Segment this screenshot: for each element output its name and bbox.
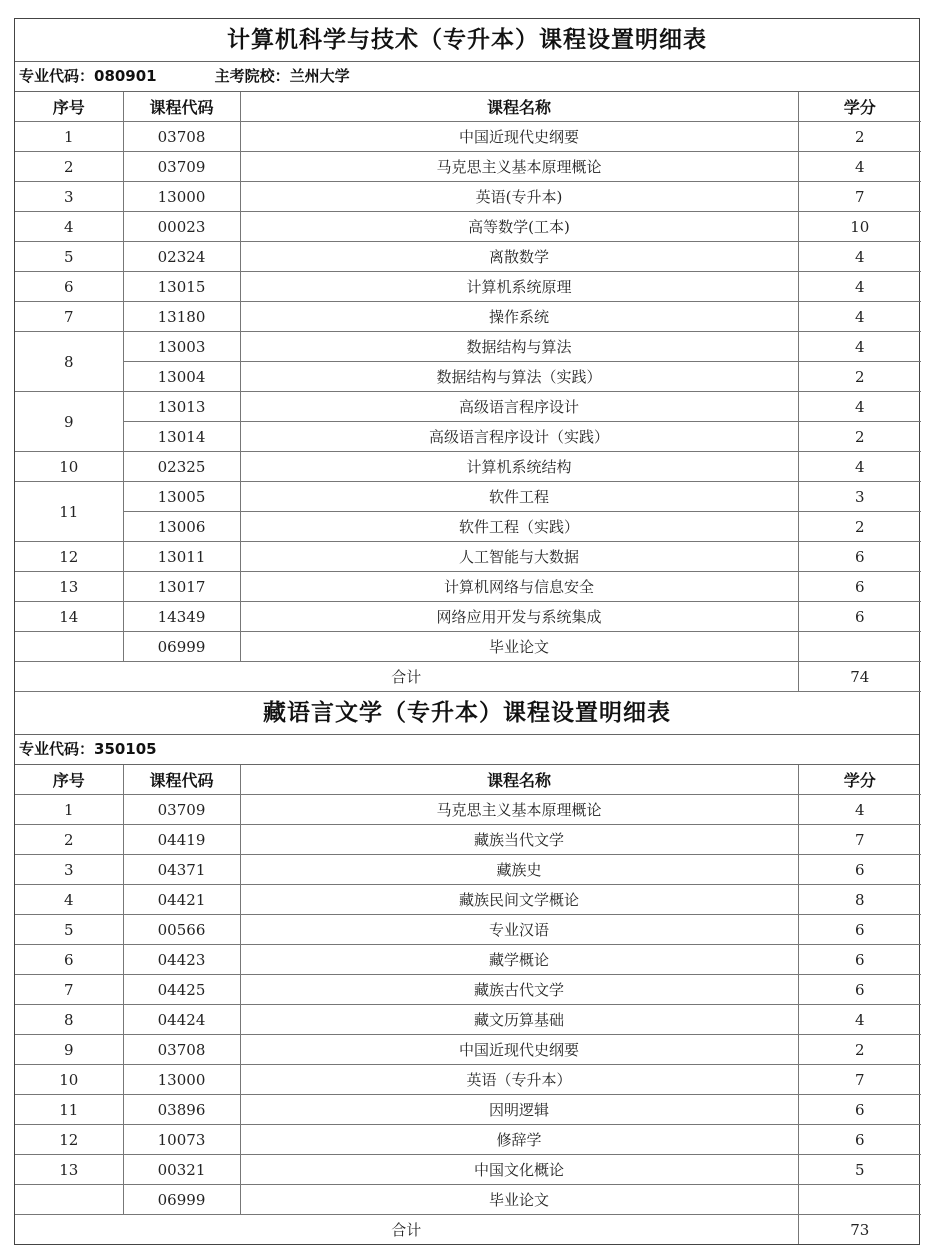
table-row (15, 1095, 921, 1125)
total-label: 合计 (15, 1215, 798, 1245)
major-code: 专业代码：080901 (19, 67, 157, 85)
table-row (15, 122, 921, 152)
row-credit: 4 (798, 272, 921, 302)
row-name: 英语（专升本） (240, 1065, 798, 1095)
header-name: 课程名称 (240, 765, 798, 795)
row-code: 13005 (123, 482, 240, 512)
row-no: 4 (15, 885, 123, 915)
total-value: 73 (798, 1215, 921, 1245)
row-name: 操作系统 (240, 302, 798, 332)
row-no: 7 (15, 975, 123, 1005)
row-name: 中国近现代史纲要 (240, 122, 798, 152)
row-code: 13017 (123, 572, 240, 602)
row-no: 2 (15, 152, 123, 182)
row-name: 数据结构与算法 (240, 332, 798, 362)
row-no: 5 (15, 242, 123, 272)
row-code: 03708 (123, 1035, 240, 1065)
row-no: 3 (15, 182, 123, 212)
row-credit: 7 (798, 182, 921, 212)
table-row (15, 392, 921, 422)
row-credit: 6 (798, 915, 921, 945)
row-credit: 6 (798, 1095, 921, 1125)
row-credit: 4 (798, 302, 921, 332)
row-code: 13000 (123, 182, 240, 212)
table-row (15, 182, 921, 212)
row-credit: 2 (798, 422, 921, 452)
major-info (15, 735, 919, 765)
row-no: 12 (15, 542, 123, 572)
row-code: 04371 (123, 855, 240, 885)
row-no: 13 (15, 572, 123, 602)
row-code: 02324 (123, 242, 240, 272)
row-no: 12 (15, 1125, 123, 1155)
table-row (15, 1155, 921, 1185)
row-name: 马克思主义基本原理概论 (240, 152, 798, 182)
row-credit: 8 (798, 885, 921, 915)
row-code: 13000 (123, 1065, 240, 1095)
row-name: 藏族古代文学 (240, 975, 798, 1005)
row-code: 13013 (123, 392, 240, 422)
row-name: 数据结构与算法（实践） (240, 362, 798, 392)
table-row (15, 825, 921, 855)
row-credit: 6 (798, 572, 921, 602)
row-credit: 7 (798, 825, 921, 855)
row-code: 04421 (123, 885, 240, 915)
row-code: 13015 (123, 272, 240, 302)
row-credit: 6 (798, 855, 921, 885)
row-code: 00023 (123, 212, 240, 242)
total-label: 合计 (15, 662, 798, 692)
total-row (15, 662, 921, 692)
table-row (15, 302, 921, 332)
row-credit: 6 (798, 975, 921, 1005)
row-no (15, 632, 123, 662)
row-name: 毕业论文 (240, 632, 798, 662)
row-code: 04424 (123, 1005, 240, 1035)
row-name: 专业汉语 (240, 915, 798, 945)
table-header-row (15, 765, 921, 795)
row-name: 高级语言程序设计（实践） (240, 422, 798, 452)
table-row (15, 915, 921, 945)
row-code: 13003 (123, 332, 240, 362)
table-row (15, 152, 921, 182)
row-credit: 10 (798, 212, 921, 242)
row-code: 03896 (123, 1095, 240, 1125)
table-header-row (15, 92, 921, 122)
row-name: 毕业论文 (240, 1185, 798, 1215)
row-code: 04419 (123, 825, 240, 855)
table-row (15, 1065, 921, 1095)
table-row (15, 1035, 921, 1065)
table-row (15, 1185, 921, 1215)
row-no: 7 (15, 302, 123, 332)
row-name: 藏族民间文学概论 (240, 885, 798, 915)
header-code: 课程代码 (123, 765, 240, 795)
total-value: 74 (798, 662, 921, 692)
row-name: 藏族史 (240, 855, 798, 885)
row-code: 14349 (123, 602, 240, 632)
row-credit: 2 (798, 512, 921, 542)
row-credit: 4 (798, 452, 921, 482)
row-code: 00566 (123, 915, 240, 945)
row-code: 13014 (123, 422, 240, 452)
table-row (15, 272, 921, 302)
row-code: 04425 (123, 975, 240, 1005)
row-no: 8 (15, 332, 123, 392)
row-code: 03709 (123, 795, 240, 825)
row-credit: 2 (798, 122, 921, 152)
row-credit: 6 (798, 602, 921, 632)
row-no: 8 (15, 1005, 123, 1035)
row-code: 06999 (123, 1185, 240, 1215)
row-no: 5 (15, 915, 123, 945)
row-no: 10 (15, 452, 123, 482)
row-name: 藏文历算基础 (240, 1005, 798, 1035)
row-credit: 6 (798, 945, 921, 975)
section-title: 计算机科学与技术（专升本）课程设置明细表 (15, 19, 919, 62)
row-no: 2 (15, 825, 123, 855)
row-credit: 2 (798, 1035, 921, 1065)
row-credit: 6 (798, 1125, 921, 1155)
major-info (15, 62, 919, 92)
table-row (15, 602, 921, 632)
row-credit (798, 1185, 921, 1215)
row-code: 10073 (123, 1125, 240, 1155)
row-name: 藏学概论 (240, 945, 798, 975)
row-no: 11 (15, 1095, 123, 1125)
row-no: 13 (15, 1155, 123, 1185)
row-name: 高级语言程序设计 (240, 392, 798, 422)
row-name: 离散数学 (240, 242, 798, 272)
total-row (15, 1215, 921, 1245)
row-credit: 4 (798, 242, 921, 272)
row-credit: 4 (798, 152, 921, 182)
row-name: 英语(专升本) (240, 182, 798, 212)
table-row (15, 482, 921, 512)
table-row (15, 422, 921, 452)
row-credit: 6 (798, 542, 921, 572)
table-row (15, 362, 921, 392)
table-row (15, 542, 921, 572)
row-code: 13180 (123, 302, 240, 332)
header-code: 课程代码 (123, 92, 240, 122)
table-row (15, 1005, 921, 1035)
row-code: 13004 (123, 362, 240, 392)
table-row (15, 572, 921, 602)
row-no: 9 (15, 392, 123, 452)
row-credit: 4 (798, 332, 921, 362)
row-credit: 2 (798, 362, 921, 392)
row-name: 软件工程 (240, 482, 798, 512)
row-code: 02325 (123, 452, 240, 482)
course-table (15, 92, 921, 692)
row-no (15, 1185, 123, 1215)
table-row (15, 452, 921, 482)
row-name: 中国近现代史纲要 (240, 1035, 798, 1065)
row-no: 4 (15, 212, 123, 242)
row-no: 6 (15, 945, 123, 975)
row-name: 人工智能与大数据 (240, 542, 798, 572)
row-credit (798, 632, 921, 662)
row-name: 计算机系统结构 (240, 452, 798, 482)
row-name: 中国文化概论 (240, 1155, 798, 1185)
row-code: 04423 (123, 945, 240, 975)
row-code: 13011 (123, 542, 240, 572)
table-row (15, 632, 921, 662)
header-no: 序号 (15, 765, 123, 795)
row-name: 藏族当代文学 (240, 825, 798, 855)
row-credit: 4 (798, 392, 921, 422)
row-no: 3 (15, 855, 123, 885)
row-no: 14 (15, 602, 123, 632)
table-row (15, 795, 921, 825)
row-name: 马克思主义基本原理概论 (240, 795, 798, 825)
section-title: 藏语言文学（专升本）课程设置明细表 (15, 692, 919, 735)
row-credit: 4 (798, 1005, 921, 1035)
header-credit: 学分 (798, 765, 921, 795)
row-name: 计算机系统原理 (240, 272, 798, 302)
course-sheet (14, 18, 920, 1245)
table-row (15, 1125, 921, 1155)
row-code: 13006 (123, 512, 240, 542)
table-row (15, 975, 921, 1005)
row-credit: 3 (798, 482, 921, 512)
table-row (15, 332, 921, 362)
row-no: 6 (15, 272, 123, 302)
row-credit: 5 (798, 1155, 921, 1185)
course-table (15, 765, 921, 1244)
row-no: 1 (15, 795, 123, 825)
row-name: 网络应用开发与系统集成 (240, 602, 798, 632)
row-code: 06999 (123, 632, 240, 662)
row-code: 00321 (123, 1155, 240, 1185)
row-no: 10 (15, 1065, 123, 1095)
row-no: 9 (15, 1035, 123, 1065)
table-row (15, 855, 921, 885)
row-name: 修辞学 (240, 1125, 798, 1155)
table-row (15, 945, 921, 975)
table-row (15, 512, 921, 542)
row-name: 计算机网络与信息安全 (240, 572, 798, 602)
row-name: 软件工程（实践） (240, 512, 798, 542)
row-credit: 4 (798, 795, 921, 825)
header-credit: 学分 (798, 92, 921, 122)
row-code: 03708 (123, 122, 240, 152)
row-no: 11 (15, 482, 123, 542)
header-name: 课程名称 (240, 92, 798, 122)
row-code: 03709 (123, 152, 240, 182)
row-name: 因明逻辑 (240, 1095, 798, 1125)
row-name: 高等数学(工本) (240, 212, 798, 242)
table-row (15, 242, 921, 272)
table-row (15, 212, 921, 242)
row-no: 1 (15, 122, 123, 152)
row-credit: 7 (798, 1065, 921, 1095)
header-no: 序号 (15, 92, 123, 122)
major-code: 专业代码：350105 (19, 740, 157, 758)
table-row (15, 885, 921, 915)
exam-school: 主考院校：兰州大学 (214, 67, 350, 85)
